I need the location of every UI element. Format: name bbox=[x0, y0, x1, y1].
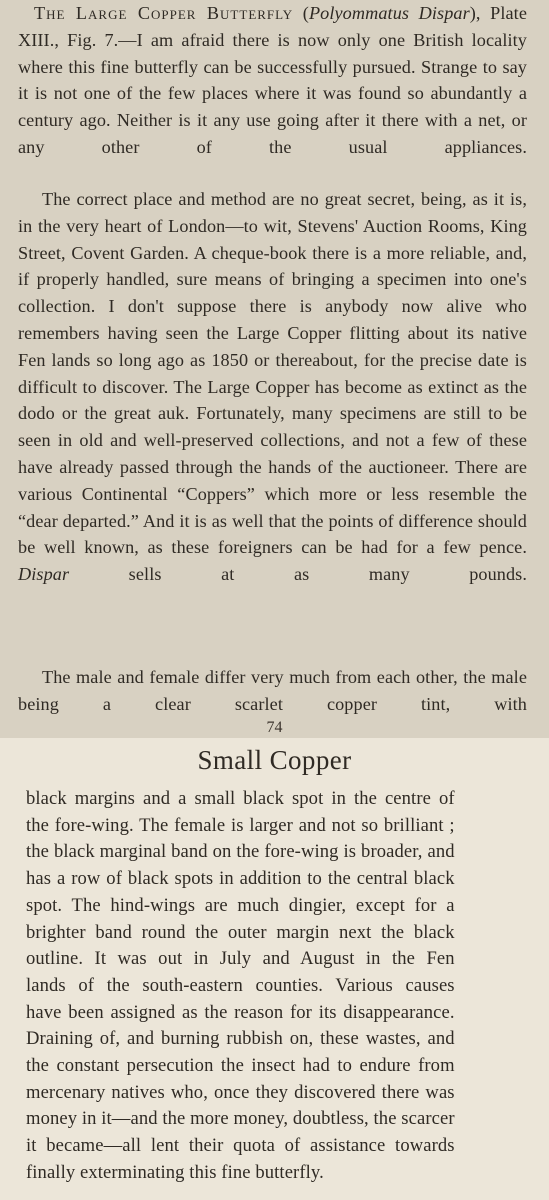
paragraph-auction-rooms bbox=[0, 186, 549, 588]
text-line: finally exterminating this fine butterfly. bbox=[26, 1161, 324, 1183]
text-line: black margins and a small black spot in the centre of bbox=[26, 788, 455, 809]
text-line: money in it—and the more money, doubtless, the scarcer bbox=[26, 1108, 455, 1130]
text-line: has a row of black spots in addition to the central black bbox=[26, 868, 455, 890]
text-line: it became—all lent their quota of assistance towards bbox=[26, 1135, 455, 1157]
text-line: mercenary natives who, once they discovered there was bbox=[26, 1081, 455, 1103]
species-title-smallcaps: The Large Copper Butterfly bbox=[34, 3, 294, 23]
text-line: brighter band round the outer margin next the black bbox=[26, 921, 455, 943]
running-head: Small Copper bbox=[197, 745, 352, 775]
male-female-text: The male and female differ very much from each other, the male being a clear scarlet copper tint, with bbox=[18, 667, 527, 714]
text-line: lands of the south-eastern counties. Various causes bbox=[26, 974, 455, 996]
auction-tail: sells at as many pounds. bbox=[69, 564, 527, 585]
text-line: have been assigned as the reason for its disappearance. bbox=[26, 1001, 455, 1023]
paragraph-continued bbox=[0, 786, 477, 1187]
text-line: the constant persecution the insect had to endure from bbox=[26, 1055, 455, 1077]
dispar-italic: Dispar bbox=[18, 564, 70, 585]
lower-book-page bbox=[0, 738, 549, 1200]
text-line: the fore-wing. The female is larger and not so brilliant ; bbox=[26, 814, 455, 836]
intro-text: ), Plate XIII., Fig. 7.—I am afraid there is now only one British locality where this fine butterfly can be successfully pursued. Strange to say it is not one of the few places where it was found so abundantly a century ago. Neither is it any use going after it there with a net, or any other of the usual appliances. bbox=[18, 3, 527, 157]
text-line: outline. It was out in July and August in the Fen bbox=[26, 948, 455, 970]
paragraph-male-female bbox=[0, 664, 549, 718]
text-line: Draining of, and burning rubbish on, these wastes, and bbox=[26, 1028, 455, 1050]
title-paren: ( bbox=[302, 3, 309, 23]
latin-name: Polyommatus Dispar bbox=[308, 3, 470, 23]
text-line: the black marginal band on the fore-wing is broader, and bbox=[26, 841, 455, 863]
text-line: spot. The hind-wings are much dingier, except for a bbox=[26, 894, 455, 916]
paragraph-large-copper-intro bbox=[0, 0, 549, 161]
auction-text: The correct place and method are no great secret, being, as it is, in the very heart of London—to wit, Stevens' Auction Rooms, King Street, Covent Garden. A cheque-book there is a more reliable, and, if properly handled, sure means of bringing a specimen into one's collection. I don't suppose there is anybody now alive who remembers having seen the Large Copper flitting about its native Fen lands so long ago as 1850 or thereabout, for the precise date is difficult to discover. The Large Copper has become as extinct as the dodo or the great auk. Fortunately, many specimens are still to be seen in old and well-preserved collections, and not a few of these have already passed through the hands of the auctioneer. There are various Continental “Coppers” which more or less resemble the “dear departed.” And it is as well that the points of difference should be well known, as these foreigners can be had for a few pence. bbox=[18, 189, 527, 558]
page-number: 74 bbox=[266, 719, 283, 736]
